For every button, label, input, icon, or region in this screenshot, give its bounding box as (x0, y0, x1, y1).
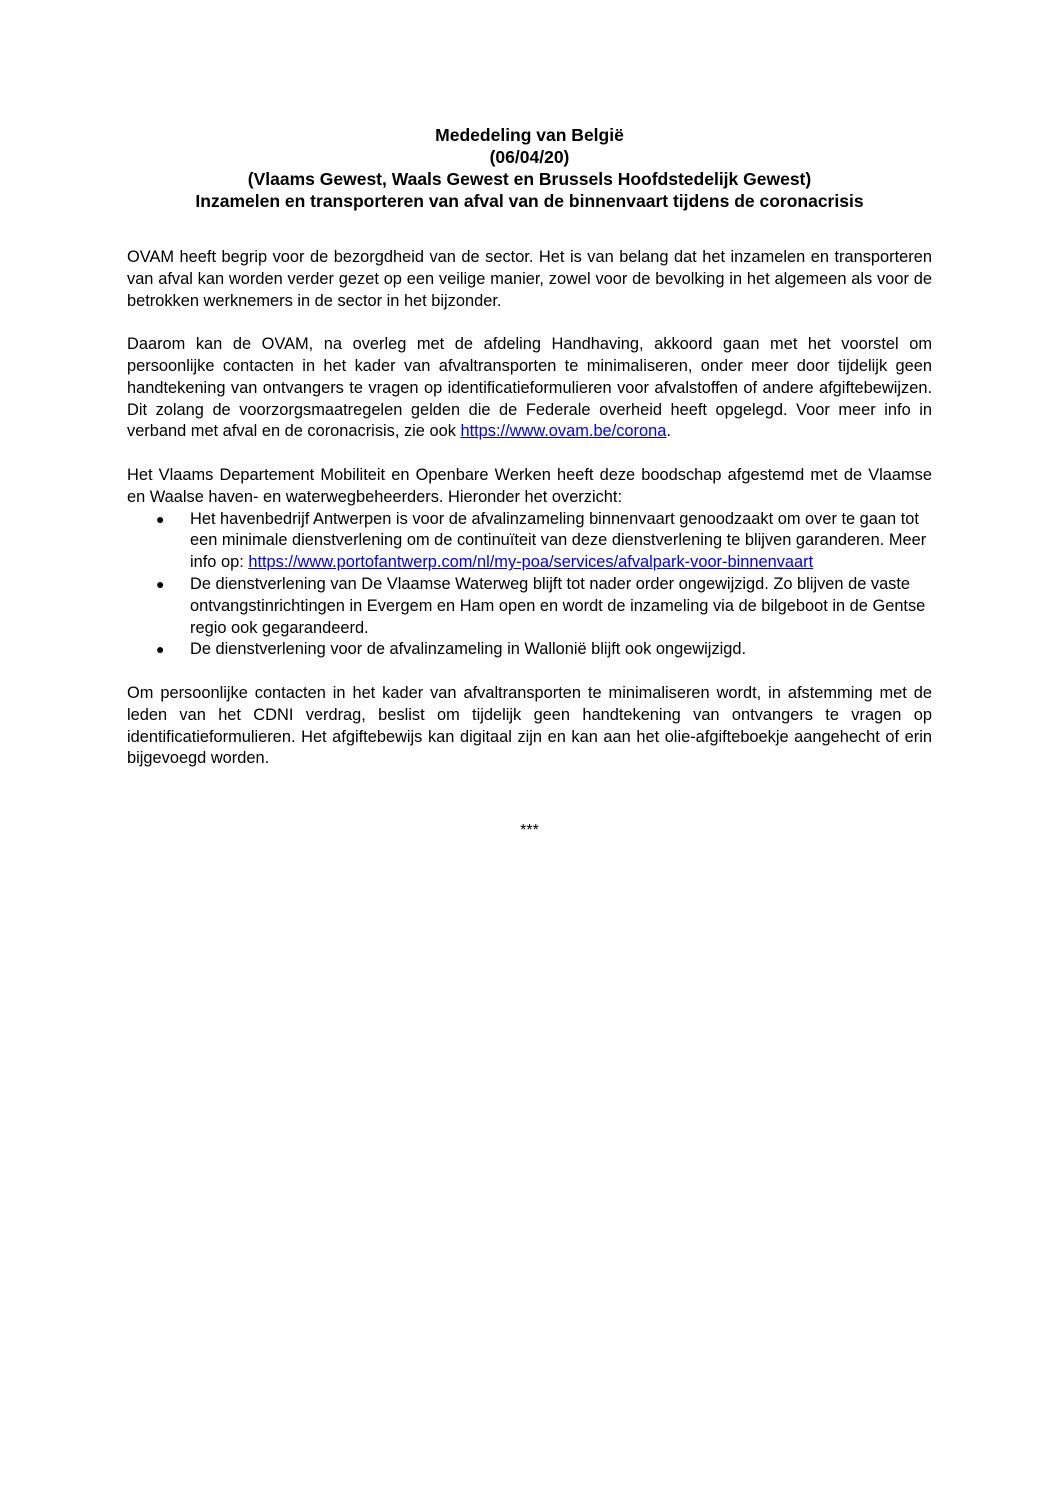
bullet-icon: ● (156, 641, 165, 658)
title-subject: Inzamelen en transporteren van afval van de binnenvaart tijdens de coronacrisis (195, 191, 864, 211)
list-item-antwerp-text: Het havenbedrijf Antwerpen is voor de afvalinzameling binnenvaart genoodzaakt om over te gaan tot een minimale dienstverlening om de continuïteit van deze dienstverlening te blijven garanderen. Meer info op: (190, 509, 927, 572)
overview-list (127, 509, 932, 662)
bullet-icon: ● (156, 575, 165, 592)
list-item-antwerp (127, 509, 932, 574)
bullet-icon: ● (156, 510, 165, 527)
document-page (127, 124, 932, 840)
paragraph-agreement (127, 334, 932, 443)
list-item-vlaamse-waterweg-text: De dienstverlening van De Vlaamse Waterweg blijft tot nader order ongewijzigd. Zo blijven de vaste ontvangstinrichtingen in Evergem en Ham open en wordt de inzameling via de bilgeboot in de Gentse regio ook gegarandeerd. (190, 574, 926, 637)
list-item-vlaamse-waterweg (127, 574, 932, 639)
title-line-1: Mededeling van België (435, 125, 624, 145)
title-regions: (Vlaams Gewest, Waals Gewest en Brussels Hoofdstedelijk Gewest) (247, 169, 812, 189)
list-item-wallonie-text: De dienstverlening voor de afvalinzameling in Wallonië blijft ook ongewijzigd. (190, 640, 747, 659)
port-of-antwerp-link[interactable]: https://www.portofantwerp.com/nl/my-poa/services/afvalpark-voor-binnenvaart (248, 553, 814, 572)
paragraph-agreement-text: Daarom kan de OVAM, na overleg met de afdeling Handhaving, akkoord gaan met het voorstel om persoonlijke contacten in het kader van afvaltransporten te minimaliseren, onder meer door tijdelijk geen handtekening van ontvangers te vragen op identificatieformulieren voor afvalstoffen of andere afgiftebewijzen. Dit zolang de voorzorgsmaatregelen gelden die de Federale overheid heeft opgelegd. Voor meer info in verband met afval en de coronacrisis, zie ook (127, 335, 932, 441)
paragraph-cdni: Om persoonlijke contacten in het kader van afvaltransporten te minimaliseren wordt, in afstemming met de leden van het CDNI verdrag, beslist om tijdelijk geen handtekening van ontvangers te vragen op identificatieformulieren. Het afgiftebewijs kan digitaal zijn en kan aan het olie-afgifteboekje aangehecht of erin bijgevoegd worden. (127, 683, 932, 768)
paragraph-department: Het Vlaams Departement Mobiliteit en Openbare Werken heeft deze boodschap afgestemd met de Vlaamse en Waalse haven- en waterwegbeheerders. Hieronder het overzicht: (127, 465, 932, 506)
paragraph-agreement-end: . (666, 422, 671, 441)
end-marker: *** (520, 822, 539, 840)
title-date: (06/04/20) (489, 147, 570, 167)
ovam-corona-link[interactable]: https://www.ovam.be/corona (460, 422, 667, 441)
document-title (127, 124, 932, 212)
list-item-wallonie (127, 639, 932, 661)
paragraph-ovam-concern: OVAM heeft begrip voor de bezorgdheid van de sector. Het is van belang dat het inzamelen en transporteren van afval kan worden verder gezet op een veilige manier, zowel voor de bevolking in het algemeen als voor de betrokken werknemers in de sector in het bijzonder. (127, 248, 932, 310)
